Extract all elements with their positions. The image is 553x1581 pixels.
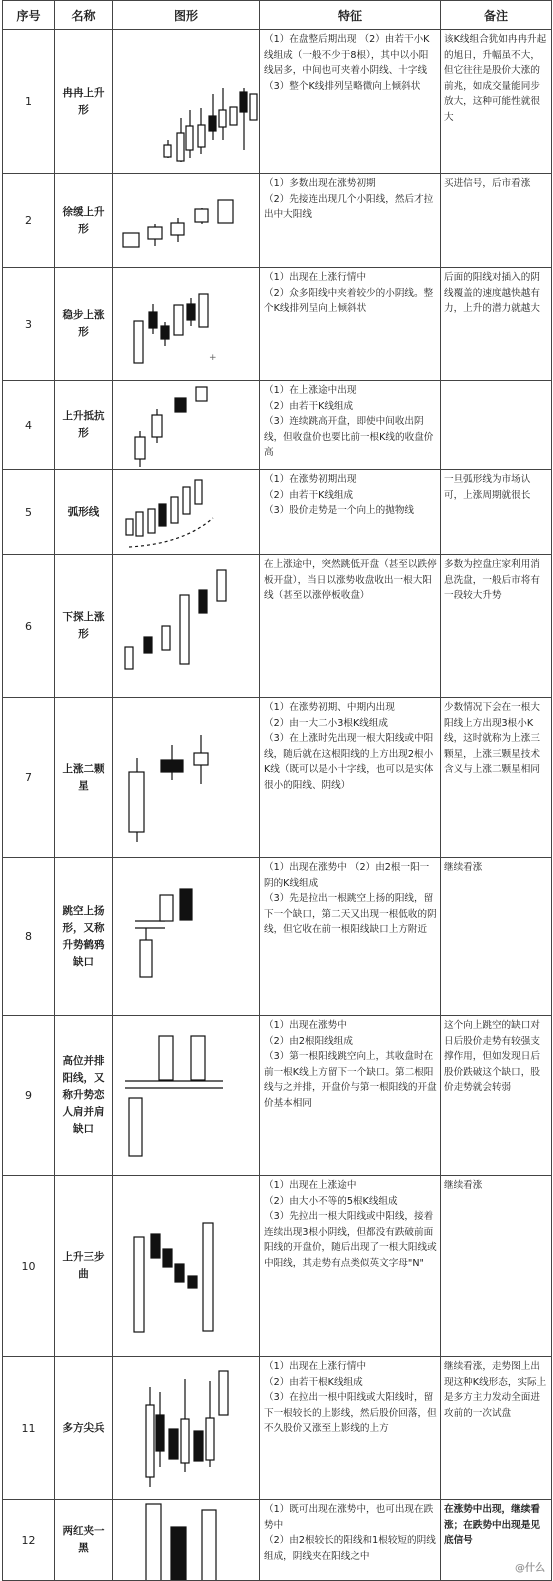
pattern-figure [113, 1016, 260, 1176]
pattern-figure [113, 555, 260, 698]
header-figure: 图形 [113, 1, 260, 30]
pattern-feature [260, 858, 441, 1016]
candlestick-diagram [113, 1176, 260, 1356]
candlestick-diagram [113, 30, 260, 173]
pattern-note: 继续看涨 [441, 858, 552, 1016]
table-row [3, 268, 552, 381]
feature-line: （3）先是拉出一根跳空上扬的阳线，留下一个缺口，第二天又出现一根低收的阴线，但它收在前一根阳线缺口上方附近 [264, 893, 437, 935]
row-idx: 11 [3, 1357, 55, 1500]
feature-line: （3）整个K线排列呈略微向上倾斜状 [264, 80, 421, 92]
pattern-figure [113, 381, 260, 470]
feature-line: （2）由一大二小3根K线组成 [264, 717, 389, 729]
feature-line: （3）在上涨时先出现一根大阳线或中阳线，随后就在这根阳线的上方出现2根小K线（既可以是小十字线，也可以是实体很小的阳线、阴线） [264, 733, 434, 791]
pattern-feature [260, 174, 441, 268]
feature-line: （2）由若干根K线组成 [264, 1376, 363, 1388]
feature-line: （1）多数出现在涨势初期 [264, 178, 376, 189]
candlestick-diagram [113, 555, 260, 697]
pattern-note: 一旦弧形线为市场认可，上涨周期就很长 [441, 470, 552, 555]
feature-line: （1）在上涨途中出现 [264, 385, 357, 396]
pattern-note-text: 在涨势中出现，继续看涨；在跌势中出现是见底信号 [444, 1504, 540, 1546]
pattern-name: 两红夹一黑 [55, 1500, 113, 1581]
table-row [3, 555, 552, 698]
pattern-figure [113, 30, 260, 174]
row-idx: 9 [3, 1016, 55, 1176]
pattern-name: 稳步上涨形 [55, 268, 113, 381]
feature-line: （2）众多阳线中夹着较少的小阴线。整个K线排列呈向上倾斜状 [264, 287, 434, 314]
pattern-name: 徐缓上升形 [55, 174, 113, 268]
pattern-figure [113, 470, 260, 555]
pattern-figure [113, 1500, 260, 1581]
table-row [3, 174, 552, 268]
pattern-figure [113, 174, 260, 268]
pattern-name: 多方尖兵 [55, 1357, 113, 1500]
feature-line: （1）在盘整后期出现 （2）由若干小K线组成（一般不少于8根），其中以小阳线居多，中间也可夹着小阴线、十字线 [264, 34, 430, 76]
pattern-feature [260, 268, 441, 381]
feature-line: （1）在涨势初期出现 [264, 474, 357, 485]
feature-line: （2）由2根较长的阳线和1根较短的阴线组成，阴线夹在阳线之中 [264, 1535, 436, 1562]
pattern-figure [113, 1357, 260, 1500]
row-idx: 6 [3, 555, 55, 698]
pattern-feature [260, 1016, 441, 1176]
row-idx: 10 [3, 1176, 55, 1357]
table-row [3, 858, 552, 1016]
candlestick-diagram [113, 858, 260, 1015]
row-idx: 3 [3, 268, 55, 381]
table-row [3, 1357, 552, 1500]
pattern-note: 买进信号，后市看涨 [441, 174, 552, 268]
pattern-feature [260, 470, 441, 555]
feature-line: （1）出现在涨势中 [264, 1020, 347, 1031]
row-idx: 7 [3, 698, 55, 858]
candlestick-diagram [113, 174, 260, 267]
feature-line: （2）由大小不等的5根K线组成 [264, 1195, 398, 1207]
row-idx: 12 [3, 1500, 55, 1581]
pattern-figure [113, 268, 260, 381]
header-row [3, 1, 552, 30]
feature-line: （3）先拉出一根大阳线或中阳线，接着连续出现3根小阴线，但都没有跌破前面阳线的开盘价，随后出现了一根大阳线或中阳线，其走势有点类似英文字母"N" [264, 1211, 437, 1269]
feature-line: （3）第一根阳线跳空向上，其收盘时在前一根K线上方留下一个缺口。第二根阳线与之并排，开盘价与第一根阳线的开盘价基本相同 [264, 1051, 437, 1109]
candlestick-diagram [113, 1357, 260, 1499]
pattern-name: 弧形线 [55, 470, 113, 555]
table-row [3, 698, 552, 858]
table-row [3, 470, 552, 555]
pattern-figure [113, 1176, 260, 1357]
candlestick-diagram [113, 268, 260, 380]
candlestick-diagram [113, 1500, 260, 1580]
svg-text:+: + [209, 353, 217, 363]
pattern-name: 高位并排阳线，又称升势恋人肩并肩缺口 [55, 1016, 113, 1176]
row-idx: 1 [3, 30, 55, 174]
header-feature: 特征 [260, 1, 441, 30]
row-idx: 4 [3, 381, 55, 470]
feature-line: （2）由若干K线组成 [264, 400, 354, 412]
pattern-feature [260, 30, 441, 174]
pattern-feature [260, 1357, 441, 1500]
pattern-note: 继续看涨，走势图上出现这种K线形态，实际上是多方主力发动全面进攻前的一次试盘 [441, 1357, 552, 1500]
feature-line: （1）出现在上涨行情中 [264, 272, 367, 283]
feature-line: （3）股价走势是一个向上的抛物线 [264, 505, 415, 516]
pattern-note: 后面的阳线对插入的阴线覆盖的速度越快越有力，上升的潜力就越大 [441, 268, 552, 381]
row-idx: 5 [3, 470, 55, 555]
pattern-note: 少数情况下会在一根大阳线上方出现3根小K线，这时就称为上涨三颗星，上涨三颗星技术含义与上涨二颗星相同 [441, 698, 552, 858]
pattern-name: 下探上涨形 [55, 555, 113, 698]
pattern-feature [260, 381, 441, 470]
pattern-name: 冉冉上升形 [55, 30, 113, 174]
table-row [3, 381, 552, 470]
candlestick-diagram [113, 698, 260, 857]
pattern-note: 继续看涨 [441, 1176, 552, 1357]
feature-line: （3）在拉出一根中阳线或大阳线时，留下一根较长的上影线，然后股价回落，但不久股价又涨至上影线的上方 [264, 1392, 437, 1434]
feature-line: （1）既可出现在涨势中，也可出现在跌势中 [264, 1504, 434, 1531]
header-name: 名称 [55, 1, 113, 30]
table-row [3, 30, 552, 174]
pattern-feature [260, 698, 441, 858]
feature-line: （1）出现在上涨途中 [264, 1180, 357, 1191]
pattern-figure [113, 858, 260, 1016]
row-idx: 2 [3, 174, 55, 268]
candlestick-diagram [113, 1016, 260, 1175]
feature-line: （1）出现在涨势中 （2）由2根一阳一阴的K线组成 [264, 862, 430, 889]
pattern-figure [113, 698, 260, 858]
pattern-note [441, 381, 552, 470]
header-note: 备注 [441, 1, 552, 30]
header-idx: 序号 [3, 1, 55, 30]
feature-line: 在上涨途中，突然跳低开盘（甚至以跌停板开盘），当日以涨势收盘收出一根大阳线（甚至以涨停板收盘） [264, 559, 437, 601]
pattern-name: 上涨二颗星 [55, 698, 113, 858]
pattern-feature [260, 555, 441, 698]
table-row [3, 1176, 552, 1357]
pattern-note: 多数为控盘庄家利用消息洗盘，一般后市将有一段较大升势 [441, 555, 552, 698]
watermark: @什么 [515, 1562, 545, 1574]
table-row [3, 1500, 552, 1581]
feature-line: （2）由若干K线组成 [264, 489, 354, 501]
pattern-name: 上升抵抗形 [55, 381, 113, 470]
feature-line: （1）在涨势初期、中期内出现 [264, 702, 395, 713]
row-idx: 8 [3, 858, 55, 1016]
pattern-note: 该K线组合犹如冉冉升起的旭日，升幅虽不大，但它往往是股价大涨的前兆，如成交量能同步放大，这种可能性就很大 [441, 30, 552, 174]
feature-line: （2）先接连出现几个小阳线，然后才拉出中大阳线 [264, 193, 434, 220]
feature-line: （1）出现在上涨行情中 [264, 1361, 367, 1372]
feature-line: （3）连续跳高开盘，即使中间收出阴线，但收盘价也要比前一根K线的收盘价高 [264, 416, 434, 458]
pattern-feature [260, 1176, 441, 1357]
table-row [3, 1016, 552, 1176]
kline-pattern-table [2, 0, 552, 1581]
feature-line: （2）由2根阳线组成 [264, 1035, 353, 1047]
pattern-note [441, 1500, 552, 1581]
candlestick-diagram [113, 470, 260, 554]
pattern-feature [260, 1500, 441, 1581]
pattern-note: 这个向上跳空的缺口对日后股价走势有较强支撑作用，但如发现日后股价跌破这个缺口，股价走势就会转弱 [441, 1016, 552, 1176]
pattern-name: 跳空上扬形，又称升势鹤鸦缺口 [55, 858, 113, 1016]
pattern-name: 上升三步曲 [55, 1176, 113, 1357]
candlestick-diagram [113, 381, 260, 469]
